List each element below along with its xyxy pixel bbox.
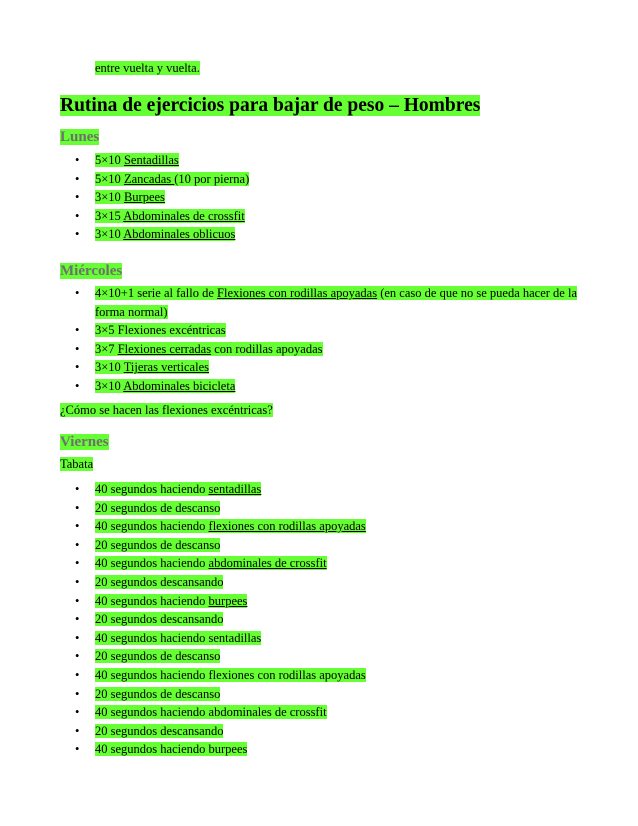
item-text: 20 segundos de descanso <box>95 500 221 515</box>
item-text: 40 segundos haciendo <box>95 556 209 571</box>
list-item-text <box>95 724 223 738</box>
list-item-text <box>95 705 327 719</box>
item-text: 3×7 <box>95 341 118 356</box>
item-text: 40 segundos haciendo <box>95 519 209 534</box>
exercise-link[interactable]: Flexiones con rodillas apoyadas <box>217 286 378 300</box>
list-item <box>60 358 600 377</box>
list-item-text <box>95 190 165 204</box>
item-text: 20 segundos descansando <box>95 574 224 589</box>
list-item <box>60 592 600 611</box>
list-item <box>60 284 600 321</box>
list-item <box>60 666 600 685</box>
list-item <box>60 554 600 573</box>
list-item <box>60 629 600 648</box>
item-text: 20 segundos de descanso <box>95 649 221 664</box>
exercise-link[interactable]: Sentadillas <box>123 153 179 167</box>
page-title: Rutina de ejercicios para bajar de peso – Hombres <box>60 95 481 116</box>
list-item-text <box>95 687 220 701</box>
tabata-label: Tabata <box>60 457 94 471</box>
wednesday-list <box>60 284 600 396</box>
item-text: 20 segundos de descanso <box>95 686 221 701</box>
exercise-link[interactable]: Abdominales bicicleta <box>123 378 236 393</box>
list-item-text <box>95 668 366 682</box>
list-item <box>60 340 600 359</box>
friday-list <box>60 480 600 759</box>
item-text: (en caso de que no se pueda hacer de la forma normal) <box>95 286 577 319</box>
list-item <box>60 647 600 666</box>
list-item-text <box>95 501 220 515</box>
list-item <box>60 170 600 189</box>
item-text: con rodillas apoyadas <box>211 341 323 356</box>
monday-heading: Lunes <box>60 129 100 145</box>
item-text: 40 segundos haciendo burpees <box>95 742 248 757</box>
list-item <box>60 685 600 704</box>
list-item-text <box>95 612 223 626</box>
item-text: 3×10 <box>95 360 124 375</box>
list-item-text <box>95 556 327 570</box>
wednesday-heading: Miércoles <box>60 263 123 279</box>
list-item-text <box>95 286 577 319</box>
list-item-text <box>95 575 223 589</box>
exercise-link[interactable]: abdominales de crossfit <box>208 556 327 571</box>
item-text: (10 por pierna) <box>174 171 250 186</box>
list-item-text <box>95 227 235 241</box>
item-text: 40 segundos haciendo abdominales de crossfit <box>95 705 327 720</box>
item-text: 20 segundos descansando <box>95 612 224 627</box>
item-text: 3×15 <box>95 208 124 223</box>
exercise-link[interactable]: sentadillas <box>208 482 262 496</box>
list-item-text <box>95 153 179 167</box>
exercise-link[interactable]: Abdominales de crossfit <box>123 208 245 223</box>
exercise-link[interactable]: Burpees <box>123 190 165 205</box>
item-text: 40 segundos haciendo flexiones con rodillas apoyadas <box>95 667 366 682</box>
list-item-text <box>95 594 247 608</box>
list-item <box>60 517 600 536</box>
list-item <box>60 151 600 170</box>
list-item-text <box>95 379 235 393</box>
list-item <box>60 188 600 207</box>
list-item <box>60 722 600 741</box>
list-item-text <box>95 360 209 374</box>
item-text: 20 segundos de descanso <box>95 537 221 552</box>
list-item-text <box>95 538 220 552</box>
friday-heading: Viernes <box>60 434 109 450</box>
list-item-text <box>95 342 323 356</box>
exercise-link[interactable]: burpees <box>208 593 248 608</box>
item-text: 5×10 <box>95 153 124 167</box>
list-item <box>60 225 600 244</box>
monday-list <box>60 151 600 244</box>
list-item <box>60 740 600 759</box>
list-item-text <box>95 519 366 533</box>
item-text: 3×10 <box>95 227 124 242</box>
list-item <box>60 610 600 629</box>
item-text: 3×10 <box>95 190 124 205</box>
item-text: 40 segundos haciendo sentadillas <box>95 630 262 645</box>
list-item-text <box>95 172 249 186</box>
list-item-text <box>95 631 261 645</box>
exercise-link[interactable]: Abdominales oblicuos <box>123 227 236 242</box>
exercise-link[interactable]: Zancadas <box>123 171 175 186</box>
list-item-text <box>95 323 226 337</box>
item-text: 3×10 <box>95 378 124 393</box>
list-item <box>60 377 600 396</box>
list-item <box>60 480 600 499</box>
exercise-link[interactable]: Flexiones cerradas <box>117 341 212 356</box>
exercise-link[interactable]: flexiones con rodillas apoyadas <box>208 519 366 534</box>
item-text: 4×10+1 serie al fallo de <box>95 286 218 300</box>
list-item <box>60 573 600 592</box>
question-text: ¿Cómo se hacen las flexiones excéntricas? <box>60 403 273 417</box>
list-item <box>60 321 600 340</box>
item-text: 20 segundos descansando <box>95 723 224 738</box>
list-item-text <box>95 649 220 663</box>
list-item-text <box>95 209 245 223</box>
list-item <box>60 703 600 722</box>
item-text: 5×10 <box>95 171 124 186</box>
list-item <box>60 207 600 226</box>
exercise-link[interactable]: Tijeras verticales <box>123 360 209 375</box>
continuation-text: entre vuelta y vuelta. <box>95 61 200 75</box>
list-item <box>60 536 600 555</box>
list-item <box>60 499 600 518</box>
item-text: 3×5 Flexiones excéntricas <box>95 323 226 338</box>
list-item-text <box>95 742 247 756</box>
list-item-text <box>95 482 261 496</box>
item-text: 40 segundos haciendo <box>95 482 209 496</box>
item-text: 40 segundos haciendo <box>95 593 209 608</box>
